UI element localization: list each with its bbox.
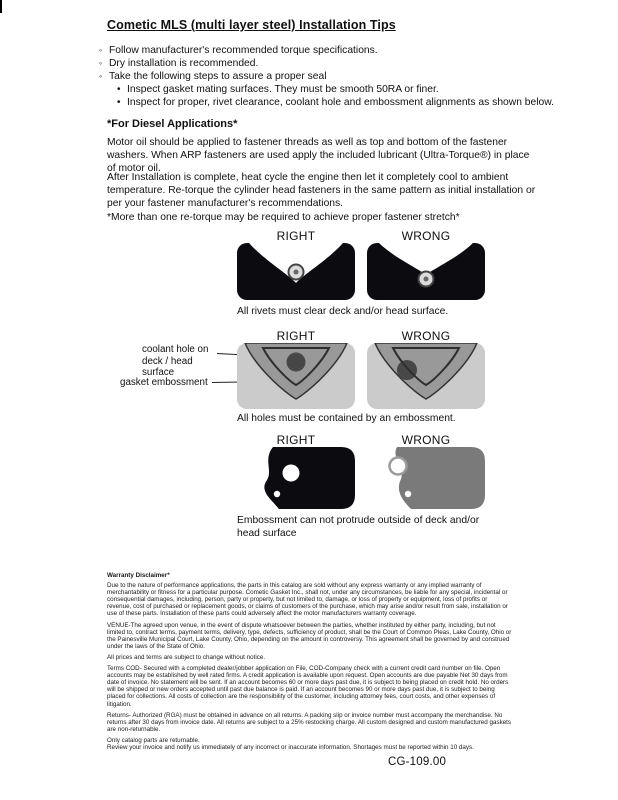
protruding-embossment bbox=[390, 458, 407, 475]
list-item bbox=[99, 70, 569, 83]
dot-bullet-icon: • bbox=[117, 84, 121, 95]
circle-bullet-icon: ◦ bbox=[99, 71, 103, 81]
deck-edge bbox=[395, 447, 485, 509]
tip-text: Take the following steps to assure a proper seal bbox=[109, 71, 327, 82]
legal-paragraph: Due to the nature of performance applications, the parts in this catalog are sold without any express warranty or any implied warranty of merchantability or fitness for a particular purpose. Cometic Gasket Inc., shall not, under any circumstances, be liable for any special, incidental or consequential damages, including, person, party or property, but not limited to, damage, or loss of property or equipment, loss of profits or revenue, cost of purchased or replacement goods, or claims of customers of the purchase, which may arise and/or result from sale, installation or use of these parts. Installation of these parts could adversely affect the motor manufacturers warranty coverage. bbox=[107, 582, 508, 618]
tips-list bbox=[99, 44, 569, 109]
rivet-wrong-diagram bbox=[367, 243, 485, 300]
embossment-annotation: gasket embossment bbox=[120, 377, 208, 388]
coolant-hole-annotation: coolant hole on deck / head surface bbox=[142, 344, 209, 378]
right-label: RIGHT bbox=[276, 433, 316, 447]
coolant-hole bbox=[287, 353, 306, 372]
tip-text: Inspect for proper, rivet clearance, coolant hole and embossment alignments as shown below. bbox=[127, 97, 554, 108]
legal-paragraph: Only catalog parts are returnable. bbox=[107, 736, 200, 744]
rivet-right-diagram bbox=[237, 243, 355, 300]
list-item bbox=[117, 83, 569, 96]
circle-bullet-icon: ◦ bbox=[99, 58, 103, 68]
warranty-disclaimer-heading: Warranty Disclaimer* bbox=[107, 572, 170, 579]
wrong-label: WRONG bbox=[401, 229, 451, 243]
tip-text: Dry installation is recommended. bbox=[109, 58, 259, 69]
legal-paragraph: Review your invoice and notify us immediately of any incorrect or inaccurate information. Shortages must be reported within 10 days. bbox=[107, 743, 474, 751]
list-item bbox=[99, 44, 569, 57]
coolant-hole bbox=[397, 360, 417, 380]
legal-paragraph: All prices and terms are subject to change without notice. bbox=[107, 653, 266, 661]
wrong-label: WRONG bbox=[401, 433, 451, 447]
diesel-paragraph-1: Motor oil should be applied to fastener threads as well as top and bottom of the fastener washers. When ARP fasteners are used apply the included lubricant (Ultra-Torque®) in place of motor oil. bbox=[107, 137, 530, 174]
diesel-applications-heading: *For Diesel Applications* bbox=[107, 118, 238, 130]
tip-text: Follow manufacturer's recommended torque specifications. bbox=[109, 45, 378, 56]
diesel-paragraph-2: After Installation is complete, heat cycle the engine then let it completely cool to ambient temperature. Re-torque the cylinder head fasteners in the same pattern as initial installation or per your fastener manufacturer's recommendations. bbox=[107, 172, 536, 209]
wrong-label: WRONG bbox=[401, 329, 451, 343]
legal-fine-print bbox=[107, 572, 513, 755]
list-item bbox=[117, 96, 569, 109]
crop-mark bbox=[0, 0, 2, 13]
legal-paragraph: Returns- Authorized (RGA) must be obtained in advance on all returns. A packing slip or invoice number must accompany the merchandise. No returns after 30 days from invoice date. All returns are subject to a 25% restocking charge. All custom designed and custom manufactured gaskets are non-returnable. bbox=[107, 711, 512, 733]
dot-bullet-icon: • bbox=[117, 97, 121, 108]
deck-edge bbox=[264, 447, 355, 509]
legal-paragraph: VENUE-The agreed upon venue, in the event of dispute whatsoever between the parties, whether instituted by either party, including, but not limited to, contract terms, payment terms, delivery, type, defects, sufficiency of product, shall be the Court of Common Pleas, Lake County, Ohio or the Painesville Municipal Court, Lake County, Ohio, depending on the amount in controversy. This agreement shall be governed by and construed under the laws of the State of Ohio. bbox=[107, 621, 512, 650]
embossment-caption: All holes must be contained by an embossment. bbox=[237, 413, 456, 424]
rivet-caption: All rivets must clear deck and/or head surface. bbox=[237, 306, 449, 317]
legal-paragraph: Terms COD- Secured with a completed dealer/jobber application on File, COD-Company check with a current credit card number on file. Open accounts may be established by well rated firms. A credit application is available upon request. Open accounts are due payable Net 30 days from date of invoice. No statement will be sent. If an account becomes 60 or more days past due, it is subject to being placed on credit hold. No orders will be shipped or new orders accepted until past due balance is paid. If an account becomes 90 or more days past due, it is subject to being placed for collections. All costs of collection are the responsibility of the customer, including attorney fees, court costs, and other expenses of litigation. bbox=[107, 665, 509, 708]
right-label: RIGHT bbox=[276, 329, 316, 343]
right-label: RIGHT bbox=[276, 229, 316, 243]
retorque-note: *More than one re-torque may be required to achieve proper fastener stretch* bbox=[107, 212, 460, 223]
hole bbox=[283, 465, 300, 482]
tip-text: Inspect gasket mating surfaces. They must be smooth 50RA or finer. bbox=[127, 84, 439, 95]
page-code: CG-109.00 bbox=[388, 756, 447, 768]
list-item bbox=[99, 57, 569, 70]
circle-bullet-icon: ◦ bbox=[99, 45, 103, 55]
protrusion-wrong-diagram bbox=[367, 447, 485, 509]
embossment-wrong-diagram bbox=[367, 343, 485, 409]
embossment-right-diagram bbox=[237, 343, 355, 409]
page-title: Cometic MLS (multi layer steel) Installation Tips bbox=[107, 18, 396, 32]
protrusion-right-diagram bbox=[237, 447, 355, 509]
protrusion-caption: Embossment can not protrude outside of deck and/or head surface bbox=[237, 515, 480, 539]
